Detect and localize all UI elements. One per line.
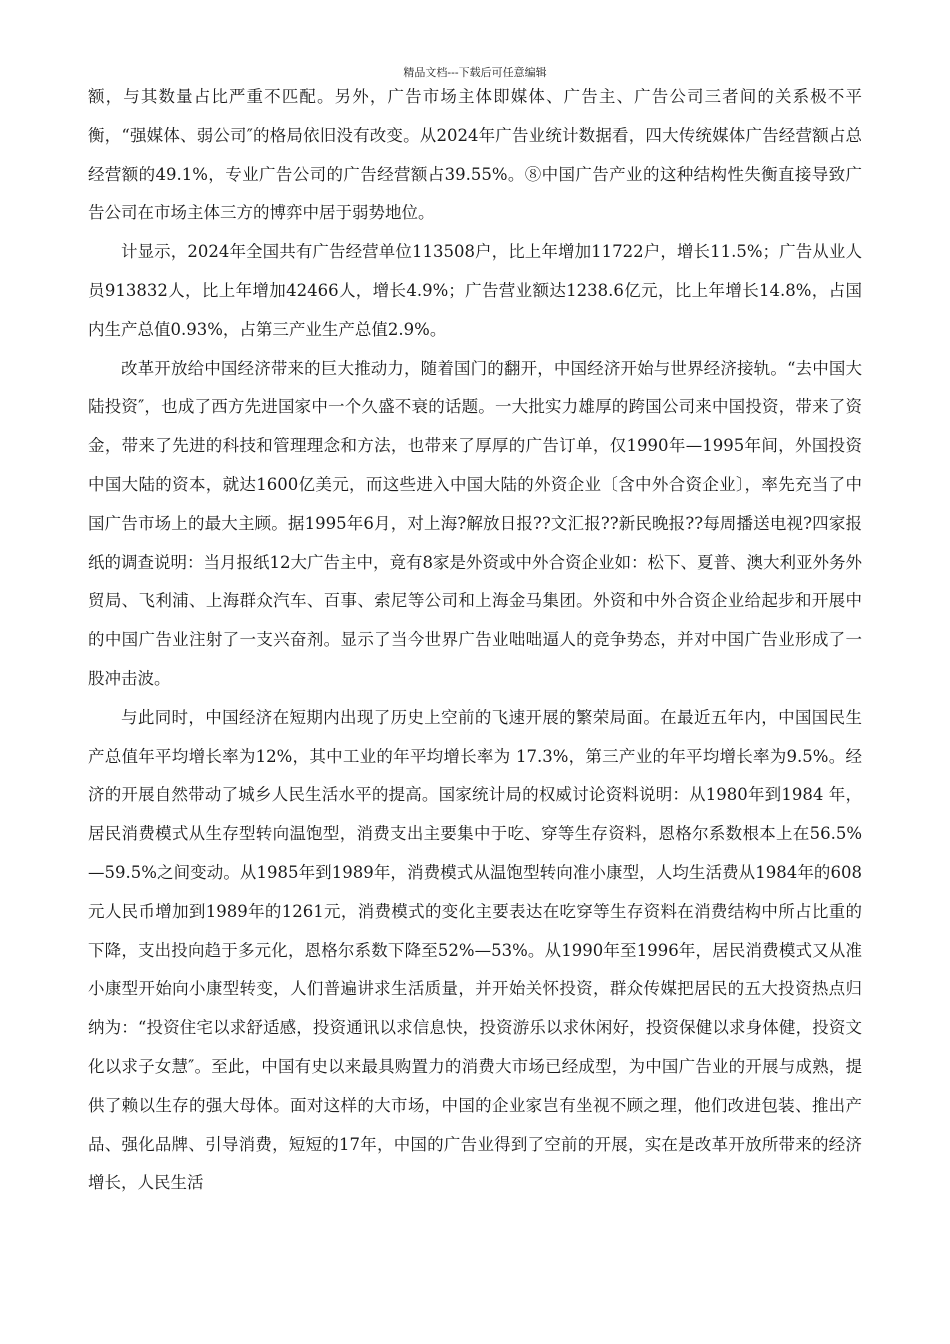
paragraph-statistics: 计显示，2024年全国共有广告经营单位113508户，比上年增加11722户，增长11.5%；广告从业人员913832人，比上年增加42466人，增长4.9%；广告营业额达1238.6亿元，比上年增长14.8%，占国内生产总值0.93%，占第三产业生产总值2.9%。 <box>88 242 862 339</box>
paragraph-reform-opening: 改革开放给中国经济带来的巨大推动力，随着国门的翻开，中国经济开始与世界经济接轨。“去中国大陆投资″，也成了西方先进国家中一个久盛不衰的话题。一大批实力雄厚的跨国公司来中国投资，带来了资金，带来了先进的科技和管理理念和方法，也带来了厚厚的广告订单，仅1990年—1995年间，外国投资中国大陆的资本，就达1600亿美元，而这些进入中国大陆的外资企业〔含中外合资企业〕，率先充当了中国广告市场上的最大主顾。据1995年6月，对上海?解放日报??文汇报??新民晚报??每周播送电视?四家报纸的调查说明：当月报纸12大广告主中，竟有8家是外资或中外合资企业如：松下、夏普、澳大利亚外务外贸局、飞利浦、上海群众汽车、百事、索尼等公司和上海金马集团。外资和中外合资企业给起步和开展中的中国广告业注射了一支兴奋剂。显示了当今世界广告业咄咄逼人的竞争势态，并对中国广告业形成了一股冲击波。 <box>88 358 862 688</box>
page-header: 精品文档---下载后可任意编辑 <box>403 66 547 79</box>
paragraph-continuation: 额，与其数量占比严重不匹配。另外，广告市场主体即媒体、广告主、广告公司三者间的关系极不平衡，“强媒体、弱公司″的格局依旧没有改变。从2024年广告业统计数据看，四大传统媒体广告经营额占总经营额的49.1%，专业广告公司的广告经营额占39.55%。⑧中国广告产业的这种结构性失衡直接导致广告公司在市场主体三方的博弈中居于弱势地位。 <box>88 87 862 223</box>
paragraph-economic-growth: 与此同时，中国经济在短期内出现了历史上空前的飞速开展的繁荣局面。在最近五年内，中国国民生产总值年平均增长率为12%，其中工业的年平均增长率为 17.3%，第三产业的年平均增长率为9.5%。经济的开展自然带动了城乡人民生活水平的提高。国家统计局的权威讨论资料说明：从1980年到1984 年，居民消费模式从生存型转向温饱型，消费支出主要集中于吃、穿等生存资料，恩格尔系数根本上在56.5%—59.5%之间变动。从1985年到1989年，消费模式从温饱型转向准小康型，人均生活费从1984年的608元人民币增加到1989年的1261元，消费模式的变化主要表达在吃穿等生存资料在消费结构中所占比重的下降，支出投向趋于多元化，恩格尔系数下降至52%—53%。从1990年至1996年，居民消费模式又从准小康型开始向小康型转变，人们普遍讲求生活质量，并开始关怀投资，群众传媒把居民的五大投资热点归纳为：“投资住宅以求舒适感，投资通讯以求信息快，投资游乐以求休闲好，投资保健以求身体健，投资文化以求子女慧″。至此，中国有史以来最具购置力的消费大市场已经成型，为中国广告业的开展与成熟，提供了赖以生存的强大母体。面对这样的大市场，中国的企业家岂有坐视不顾之理，他们改进包装、推出产品、强化品牌、引导消费，短短的17年，中国的广告业得到了空前的开展，实在是改革开放所带来的经济增长，人民生活 <box>88 707 862 1193</box>
document-body <box>88 78 862 1203</box>
